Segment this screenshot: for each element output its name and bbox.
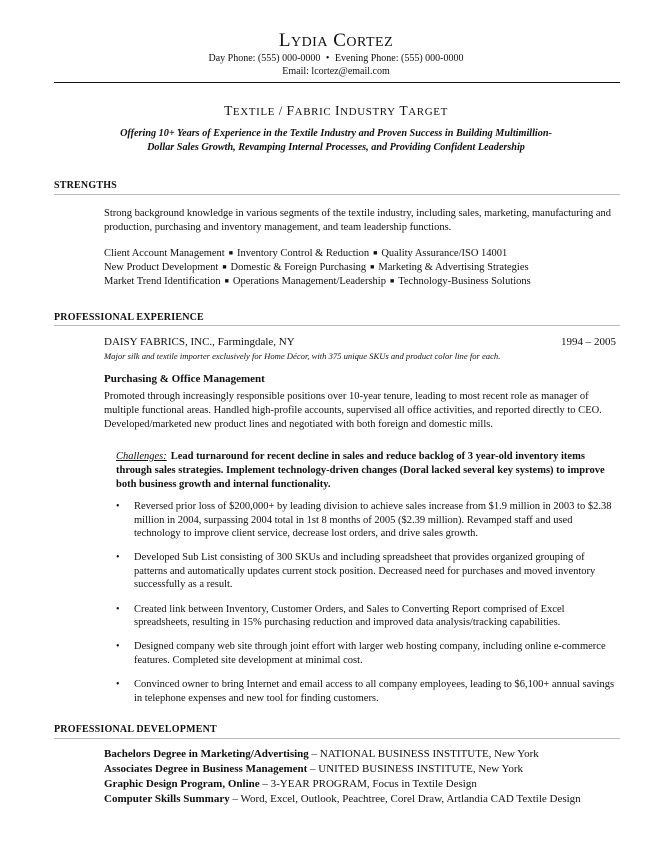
name-last-rest: ORTEZ [346,35,394,50]
target-word-3-rest: NDUSTRY [340,106,396,118]
development-heading: PROFESSIONAL DEVELOPMENT [54,724,217,735]
evening-phone: Evening Phone: (555) 000-0000 [334,53,464,64]
education-item [104,747,624,762]
target-word-4-rest: ARGET [408,106,448,118]
contact-email: Email: lcortez@email.com [282,66,390,77]
development-divider [54,738,620,739]
keyword: Inventory Control & Reduction [236,248,370,259]
education-detail: – 3-YEAR PROGRAM, Focus in Textile Design [259,778,477,790]
list-item [104,678,618,705]
list-item [104,640,618,667]
offering-line-2: Dollar Sales Growth, Revamping Internal Processes, and Providing Confident Leadership [147,142,525,153]
education-item [104,762,624,777]
education-item [104,792,624,807]
list-item [104,551,618,592]
education-detail: – Word, Excel, Outlook, Peachtree, Corel Draw, Artlandia CAD Textile Design [229,793,581,805]
experience-divider [54,325,620,326]
strengths-summary: Strong background knowledge in various segments of the textile industry, including sales, marketing, manufacturing and production, purchasing and inventory management, and team leadership functions. [104,208,611,233]
target-word-2-rest: ABRIC [294,106,332,118]
keyword: Quality Assurance/ISO 14001 [381,248,508,259]
keyword: Operations Management/Leadership [232,276,386,287]
target-word-2-initial: F [286,103,295,118]
offering-line-1: Offering 10+ Years of Experience in the Textile Industry and Proven Success in Building Multimillion- [120,128,552,139]
achievement-text: Developed Sub List consisting of 300 SKUs and including spreadsheet that provides organized grouping of patterns and automatically updates current stock position. Decreased need for purchases and moved inventory successfully as a result. [134,552,596,591]
keyword-separator: ■ [373,249,378,257]
education-detail: – NATIONAL BUSINESS INSTITUTE, New York [308,748,539,760]
day-phone: Day Phone: (555) 000-0000 [208,53,321,64]
experience-summary: Promoted through increasingly responsible positions over 10-year tenure, leading to most recent role as manager of multiple functional areas. Handled high-profile accounts, supervised all office activities, and reported directly to CEO. Developed/marketed new product lines and negotiated with both foreign and domestic mills. [104,391,602,430]
achievement-text: Convinced owner to bring Internet and email access to all company employees, leading to $6,100+ annual savings in telephone expenses and new tool for finding customers. [134,678,615,704]
keyword-separator: ■ [389,277,395,285]
bullet-icon: • [116,678,120,690]
list-item [104,500,618,541]
education-title: Associates Degree in Business Management [104,763,308,775]
keyword-row [104,246,507,261]
bullet-icon: • [116,641,120,653]
keyword-separator: ■ [370,263,375,271]
keyword: Domestic & Foreign Purchasing [230,262,367,273]
achievement-text: Created link between Inventory, Customer Orders, and Sales to Converting Report comprised of Excel spreadsheets, resulting in 15% purchasing reduction and improved data analysis/tracking capabilities. [134,603,565,629]
target-word-3-initial: I [335,103,341,118]
achievement-text: Reversed prior loss of $200,000+ by leading division to achieve sales increase from $1.9 million in 2003 to $2.38 million in 2004, surpassing 2004 total in 1st 8 months of 2005 ($2.39 million). Revamped staff and used technology to improve client service, decrease lost orders, and drive sales growth. [134,501,612,540]
bullet-icon: • [116,603,120,615]
challenges-text: Lead turnaround for recent decline in sales and reduce backlog of 3 year-old inventory items through sales strategies. Implement technology-driven changes (Doral lacked several key systems) to improve both business growth and internal functionality. [116,451,605,490]
education-title: Computer Skills Summary [104,793,230,805]
education-detail: – UNITED BUSINESS INSTITUTE, New York [307,763,524,775]
name-first-rest: YDIA [290,35,328,50]
target-word-1-rest: EXTILE [232,106,276,118]
employment-dates: 1994 – 2005 [561,336,616,348]
education-title: Graphic Design Program, Online [104,778,260,790]
contact-phones [0,53,672,64]
target-title [0,103,672,119]
bullet-icon: • [116,501,120,512]
keyword: Technology-Business Solutions [398,276,531,287]
keyword-separator: ■ [228,249,233,257]
name-last-initial: C [333,30,347,51]
target-slash: / [275,104,287,118]
list-item [104,603,618,630]
keyword-separator: ■ [224,277,229,285]
experience-heading: PROFESSIONAL EXPERIENCE [54,312,204,323]
target-word-4-initial: T [399,103,409,118]
target-word-1-initial: T [224,103,233,118]
strengths-heading: STRENGTHS [54,180,117,191]
keyword: New Product Development [104,262,219,273]
company-name: DAISY FABRICS, INC., Farmingdale, NY [104,336,295,348]
education-title: Bachelors Degree in Marketing/Advertising [104,748,309,760]
challenges-block [116,450,616,492]
resume-name [0,30,672,52]
contact-separator: • [325,53,330,64]
name-first-initial: L [278,30,291,51]
header-divider [54,82,620,83]
bullet-icon: • [116,552,120,564]
keyword: Client Account Management [104,248,225,259]
offering-statement [60,127,612,155]
strengths-divider [54,194,620,195]
keyword-separator: ■ [222,263,227,271]
company-description: Major silk and textile importer exclusively for Home Décor, with 375 unique SKUs and product color line for each. [104,351,501,361]
job-role: Purchasing & Office Management [104,373,265,385]
keyword: Marketing & Advertising Strategies [378,262,529,273]
keyword-row [104,274,531,289]
education-item [104,777,624,792]
achievements-list [104,500,618,716]
keyword: Market Trend Identification [104,276,221,287]
keyword-row [104,260,529,275]
achievement-text: Designed company web site through joint effort with larger web hosting company, including online e-commerce features. Completed site development at minimal cost. [134,641,606,666]
challenges-label: Challenges: [116,451,167,462]
